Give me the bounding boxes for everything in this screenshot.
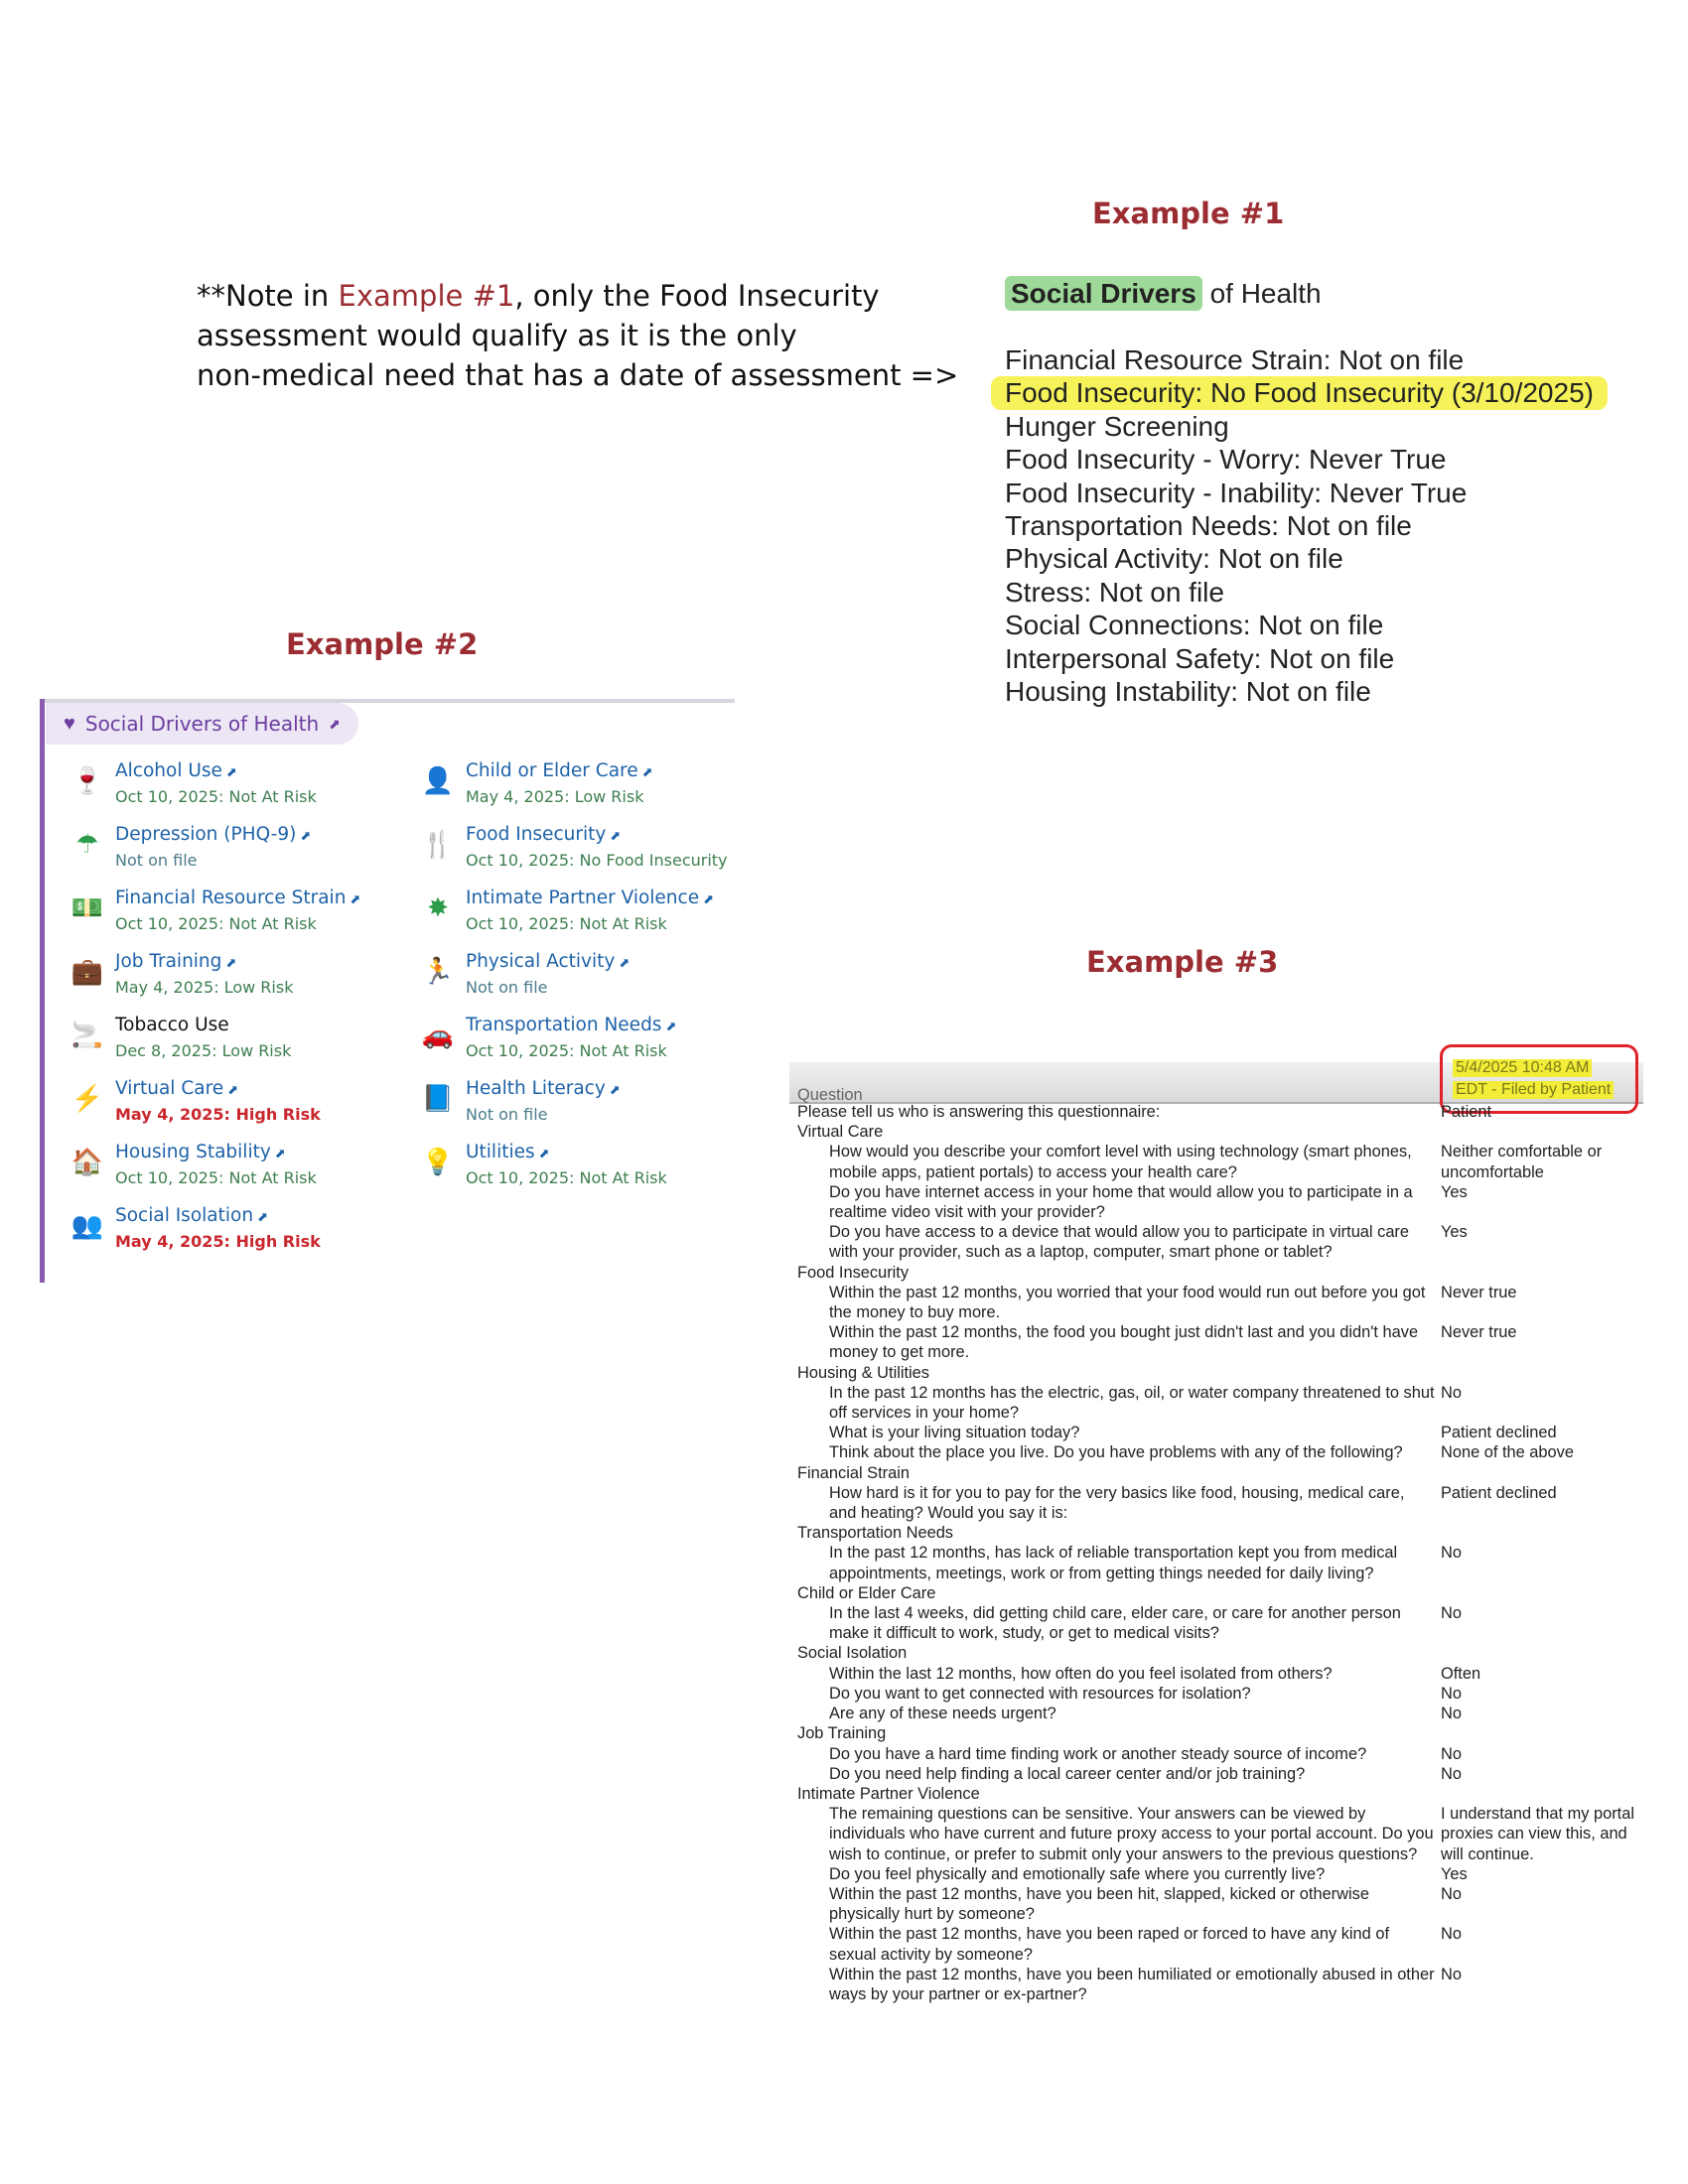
questionnaire-row — [797, 1383, 1643, 1423]
utilities-icon: 💡 — [421, 1146, 455, 1176]
example-1-title-rest: of Health — [1209, 278, 1322, 309]
questionnaire-section — [797, 1122, 1643, 1142]
section-label: Housing & Utilities — [797, 1363, 929, 1382]
question-text: Within the past 12 months, you worried that your food would run out before you got the money to buy more. — [829, 1283, 1426, 1322]
sdoh-item-status: Oct 10, 2025: Not At Risk — [466, 914, 667, 933]
question-column-header: Question — [797, 1086, 863, 1104]
car-icon: 🚗 — [421, 1019, 455, 1049]
example-1-item: Interpersonal Safety: Not on file — [1005, 642, 1395, 674]
sdoh-item[interactable] — [70, 887, 417, 943]
questionnaire-section — [797, 1363, 1643, 1383]
external-link-icon: ⬈ — [329, 715, 341, 732]
answer-text: Often — [1441, 1664, 1481, 1683]
person-icon: 👤 — [421, 764, 455, 795]
sdoh-item-status: Oct 10, 2025: Not At Risk — [466, 1168, 667, 1187]
questionnaire-row — [797, 1442, 1643, 1462]
sdoh-item[interactable] — [420, 1078, 768, 1134]
sdoh-item-name[interactable]: Housing Stability ⬈ — [115, 1142, 286, 1162]
example-2-heading: Example #2 — [286, 627, 479, 661]
external-link-icon: ⬈ — [274, 1147, 286, 1161]
questionnaire-row — [797, 1864, 1643, 1884]
sdoh-item-status: Not on file — [466, 978, 548, 997]
note-example-ref: Example #1 — [338, 279, 515, 313]
example-1-item: Food Insecurity - Inability: Never True — [1005, 477, 1468, 508]
questionnaire-section — [797, 1263, 1643, 1283]
answer-text: Yes — [1441, 1223, 1468, 1242]
question-text: Do you need help finding a local career center and/or job training? — [829, 1764, 1306, 1783]
sdoh-item-name[interactable]: Transportation Needs ⬈ — [466, 1015, 677, 1035]
answer-text: Neither comfortable or uncomfortable — [1441, 1143, 1603, 1181]
panel-title: Social Drivers of Health — [84, 712, 320, 736]
cigarette-icon: 🚬 — [70, 1019, 104, 1049]
burst-icon: ✸ — [427, 891, 449, 922]
sdoh-item[interactable] — [420, 824, 768, 880]
sdoh-item-status: Not on file — [115, 851, 198, 870]
questionnaire-row — [797, 1744, 1643, 1764]
external-link-icon: ⬈ — [619, 956, 631, 971]
sdoh-panel — [40, 699, 735, 1283]
question-text: Within the last 12 months, how often do you feel isolated from others? — [829, 1664, 1333, 1683]
example-1-title-highlight: Social Drivers — [1005, 276, 1202, 311]
section-label: Job Training — [797, 1724, 887, 1743]
example-1-item: Food Insecurity - Worry: Never True — [1005, 444, 1447, 476]
section-label: Transportation Needs — [797, 1524, 954, 1543]
sdoh-item[interactable] — [420, 951, 768, 1007]
sdoh-item-name[interactable]: Health Literacy ⬈ — [466, 1078, 621, 1099]
section-label: Child or Elder Care — [797, 1583, 936, 1602]
sdoh-item-name[interactable]: Depression (PHQ-9) ⬈ — [115, 824, 312, 845]
question-text: Within the past 12 months, have you been humiliated or emotionally abused in other ways by your partner or ex-partner? — [829, 1965, 1435, 2003]
answer-text: I understand that my portal proxies can view this, and will continue. — [1441, 1805, 1634, 1863]
answer-text: No — [1441, 1705, 1462, 1723]
answer-text: None of the above — [1441, 1443, 1574, 1462]
answer-text: No — [1441, 1544, 1462, 1563]
sdoh-item-status: Oct 10, 2025: Not At Risk — [115, 787, 317, 806]
questionnaire-section — [797, 1583, 1643, 1603]
house-question-icon: 🏠 — [70, 1146, 104, 1176]
external-link-icon: ⬈ — [257, 1210, 268, 1225]
sdoh-item-status: May 4, 2025: High Risk — [115, 1105, 321, 1124]
questionnaire-row — [797, 1884, 1643, 1924]
section-label: Financial Strain — [797, 1463, 910, 1482]
answer-text: No — [1441, 1925, 1462, 1944]
questionnaire-row — [797, 1423, 1643, 1442]
questionnaire-row — [797, 1102, 1643, 1122]
sdoh-item[interactable] — [420, 1015, 768, 1070]
question-text: Do you want to get connected with resources for isolation? — [829, 1684, 1251, 1703]
question-text: How would you describe your comfort level with using technology (smart phones, mobile apps, patient portals) to access your health care? — [829, 1143, 1412, 1181]
external-link-icon: ⬈ — [703, 892, 714, 907]
sdoh-item-name[interactable]: Job Training ⬈ — [115, 951, 237, 972]
example-1-item: Transportation Needs: Not on file — [1005, 510, 1412, 542]
external-link-icon: ⬈ — [350, 892, 361, 907]
external-link-icon: ⬈ — [227, 1083, 239, 1098]
question-text: Do you have a hard time finding work or another steady source of income? — [829, 1744, 1367, 1763]
external-link-icon: ⬈ — [609, 1083, 621, 1098]
sdoh-item-name[interactable]: Child or Elder Care ⬈ — [466, 760, 653, 781]
sdoh-item-status: Dec 8, 2025: Low Risk — [115, 1041, 292, 1060]
answer-text: No — [1441, 1684, 1462, 1703]
note-line-2: assessment would qualify as it is the only — [197, 319, 797, 352]
example-1-heading: Example #1 — [1092, 197, 1285, 230]
external-link-icon: ⬈ — [300, 829, 312, 844]
lightning-icon: ⚡ — [70, 1082, 104, 1113]
sdoh-item-name[interactable]: Tobacco Use — [115, 1015, 229, 1035]
note-line-3: non-medical need that has a date of assessment => — [197, 358, 959, 392]
external-link-icon: ⬈ — [225, 765, 237, 780]
example-1-item: Physical Activity: Not on file — [1005, 543, 1343, 575]
question-text: In the past 12 months has the electric, gas, oil, or water company threatened to shut off services in your home? — [829, 1383, 1435, 1423]
section-label: Food Insecurity — [797, 1263, 910, 1282]
questionnaire-row — [797, 1684, 1643, 1704]
external-link-icon: ⬈ — [665, 1020, 677, 1034]
questionnaire-section — [797, 1784, 1643, 1804]
sdoh-item[interactable] — [70, 1078, 417, 1134]
sdoh-item[interactable] — [420, 760, 768, 816]
question-text: Do you have access to a device that would allow you to participate in virtual care with your provider, such as a laptop, computer, smart phone or tablet? — [829, 1223, 1410, 1262]
question-text: Do you feel physically and emotionally safe where you currently live? — [829, 1864, 1326, 1883]
utensils-icon: 🍴 — [421, 828, 455, 859]
example-1-title — [1005, 278, 1322, 310]
section-label: Intimate Partner Violence — [797, 1784, 980, 1803]
answer-text: No — [1441, 1884, 1462, 1903]
rain-cloud-icon: ☂ — [75, 828, 99, 859]
external-link-icon: ⬈ — [538, 1147, 550, 1161]
sdoh-item-status: May 4, 2025: Low Risk — [115, 978, 294, 997]
question-text: In the last 4 weeks, did getting child care, elder care, or care for another person make it difficult to work, study, or get to medical visits? — [829, 1604, 1401, 1643]
answer-text: No — [1441, 1604, 1462, 1623]
questionnaire-row — [797, 1804, 1643, 1864]
sdoh-item-name[interactable]: Physical Activity ⬈ — [466, 951, 631, 972]
external-link-icon: ⬈ — [641, 765, 653, 780]
sdoh-item[interactable] — [70, 1205, 417, 1261]
answer-text: Never true — [1441, 1283, 1517, 1301]
questionnaire-row — [797, 1764, 1643, 1784]
section-label: Social Isolation — [797, 1644, 908, 1663]
questionnaire-row — [797, 1603, 1643, 1643]
question-text: Do you have internet access in your home that would allow you to participate in a realtime video visit with your provider? — [829, 1182, 1413, 1222]
question-text: Are any of these needs urgent? — [829, 1705, 1056, 1723]
example-1-item: Social Connections: Not on file — [1005, 610, 1384, 641]
sdoh-item-name[interactable]: Food Insecurity ⬈ — [466, 824, 622, 845]
sdoh-item-name[interactable]: Intimate Partner Violence ⬈ — [466, 887, 714, 908]
external-link-icon: ⬈ — [225, 956, 237, 971]
questionnaire-row — [797, 1283, 1643, 1322]
filed-by: EDT - Filed by Patient — [1453, 1081, 1614, 1099]
question-text: What is your living situation today? — [829, 1424, 1080, 1442]
section-label: Virtual Care — [797, 1123, 884, 1142]
questionnaire-section — [797, 1643, 1643, 1663]
questionnaire-row — [797, 1543, 1643, 1582]
sdoh-item-status: Not on file — [466, 1105, 548, 1124]
example-1-item: Financial Resource Strain: Not on file — [1005, 344, 1465, 375]
answer-text: No — [1441, 1965, 1462, 1983]
questionnaire-section — [797, 1723, 1643, 1743]
question-text: How hard is it for you to pay for the very basics like food, housing, medical care, and heating? Would you say it is: — [829, 1483, 1405, 1523]
questionnaire-body — [797, 1102, 1643, 2004]
sdoh-item-name[interactable]: Social Isolation ⬈ — [115, 1205, 268, 1226]
heart-icon: ♥ — [64, 712, 75, 735]
sdoh-item-name[interactable]: Virtual Care ⬈ — [115, 1078, 239, 1099]
answer-text: Yes — [1441, 1864, 1468, 1883]
questionnaire-row — [797, 1142, 1643, 1181]
sdoh-item[interactable] — [70, 760, 417, 816]
example-1-item: Housing Instability: Not on file — [1005, 676, 1371, 708]
answer-text: Never true — [1441, 1323, 1517, 1342]
book-icon: 📘 — [421, 1082, 455, 1113]
questionnaire-row — [797, 1965, 1643, 2004]
question-text: Within the past 12 months, have you been raped or forced to have any kind of sexual activity by someone? — [829, 1925, 1390, 1964]
questionnaire-section — [797, 1463, 1643, 1483]
questionnaire-table — [789, 1059, 1643, 2075]
sdoh-item[interactable] — [70, 1015, 417, 1070]
questionnaire-row — [797, 1924, 1643, 1964]
external-link-icon: ⬈ — [610, 829, 622, 844]
sdoh-item-name[interactable]: Utilities ⬈ — [466, 1142, 550, 1162]
sdoh-item[interactable] — [70, 951, 417, 1007]
note-line-1: **Note in Example #1, only the Food Insecurity — [197, 279, 880, 313]
example-3-heading: Example #3 — [1086, 945, 1279, 979]
answer-text: Patient — [1441, 1103, 1492, 1121]
answer-text: Patient declined — [1441, 1424, 1557, 1442]
sdoh-item[interactable] — [420, 887, 768, 943]
note-text — [197, 276, 971, 395]
sdoh-item-name[interactable]: Financial Resource Strain ⬈ — [115, 887, 361, 908]
answer-text: No — [1441, 1764, 1462, 1783]
question-text: Think about the place you live. Do you have problems with any of the following? — [829, 1443, 1403, 1462]
questionnaire-row — [797, 1704, 1643, 1723]
money-icon: 💵 — [70, 891, 104, 922]
briefcase-icon: 💼 — [70, 955, 104, 986]
running-icon: 🏃 — [421, 955, 455, 986]
filed-date: 5/4/2025 10:48 AM — [1453, 1059, 1592, 1077]
answer-text: No — [1441, 1744, 1462, 1763]
sdoh-item[interactable] — [420, 1142, 768, 1197]
sdoh-item-status: May 4, 2025: Low Risk — [466, 787, 644, 806]
question-text: Within the past 12 months, the food you bought just didn't last and you didn't have money to get more. — [829, 1323, 1419, 1362]
sdoh-item-status: Oct 10, 2025: No Food Insecurity — [466, 851, 728, 870]
questionnaire-row — [797, 1182, 1643, 1222]
answer-text: No — [1441, 1383, 1462, 1402]
answer-text: Patient declined — [1441, 1483, 1557, 1502]
answer-text: Yes — [1441, 1182, 1468, 1201]
question-text: Within the past 12 months, have you been hit, slapped, kicked or otherwise physically hurt by someone? — [829, 1884, 1369, 1924]
example-1-item: Stress: Not on file — [1005, 576, 1224, 608]
sdoh-item-status: Oct 10, 2025: Not At Risk — [115, 1168, 317, 1187]
sdoh-item[interactable] — [70, 1142, 417, 1197]
sdoh-item-status: Oct 10, 2025: Not At Risk — [115, 914, 317, 933]
example-1-item: Hunger Screening — [1005, 410, 1229, 442]
questionnaire-section — [797, 1523, 1643, 1543]
questionnaire-row — [797, 1664, 1643, 1684]
alcohol-icon: 🍷 — [70, 764, 104, 795]
question-text: Please tell us who is answering this questionnaire: — [797, 1103, 1161, 1121]
sdoh-item-name[interactable]: Alcohol Use ⬈ — [115, 760, 237, 781]
questionnaire-row — [797, 1322, 1643, 1362]
sdoh-item-status: Oct 10, 2025: Not At Risk — [466, 1041, 667, 1060]
questionnaire-row — [797, 1222, 1643, 1262]
panel-left-border — [40, 699, 45, 1283]
panel-title-tab[interactable] — [46, 703, 358, 745]
example-1-item: Food Insecurity: No Food Insecurity (3/10/2025) — [1005, 376, 1608, 409]
question-text: The remaining questions can be sensitive. Your answers can be viewed by individuals who have current and future proxy access to your portal account. Do you wish to continue, or prefer to submit only your answers to the previous questions? — [829, 1805, 1434, 1863]
question-text: In the past 12 months, has lack of reliable transportation kept you from medical appointments, meetings, work or from getting things needed for daily living? — [829, 1544, 1398, 1582]
sdoh-item[interactable] — [70, 824, 417, 880]
example-1-list — [1005, 343, 1608, 708]
questionnaire-row — [797, 1483, 1643, 1523]
people-icon: 👥 — [70, 1209, 104, 1240]
sdoh-item-status: May 4, 2025: High Risk — [115, 1232, 321, 1251]
